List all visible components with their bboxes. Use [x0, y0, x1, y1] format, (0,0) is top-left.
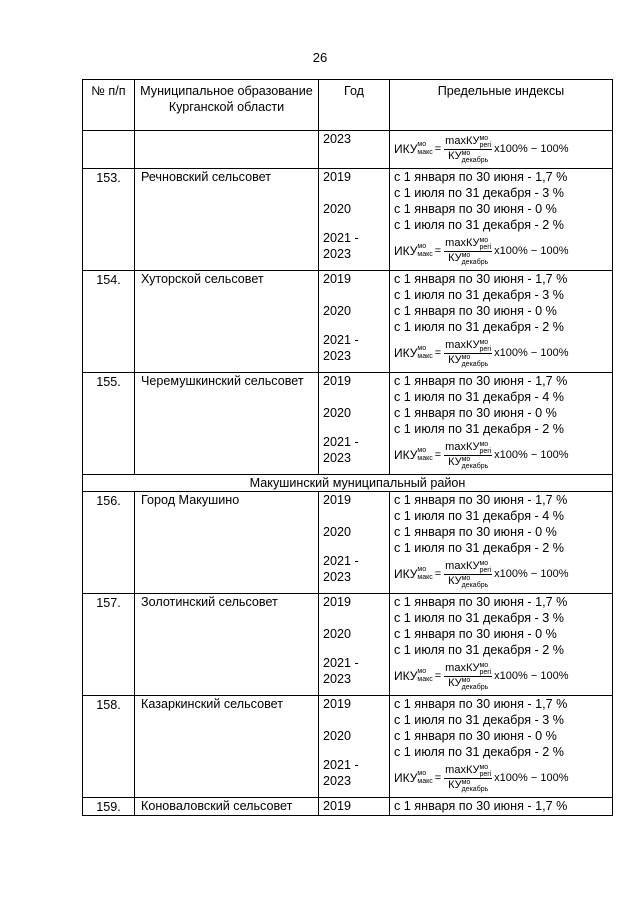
formula-lhs-sub: макс — [417, 676, 433, 683]
formula-num-sup: мо — [479, 763, 489, 771]
index-2020-h2: с 1 июля по 31 декабря - 2 % — [394, 745, 564, 759]
header-num: № п/п — [83, 80, 135, 131]
formula-tail: х100% − 100% — [494, 449, 569, 461]
row-years — [319, 271, 390, 373]
formula-equals: = — [434, 245, 442, 257]
table-row — [83, 373, 613, 475]
index-2019-h2: с 1 июля по 31 декабря - 3 % — [394, 288, 564, 302]
row-years — [319, 373, 390, 475]
year-2023: 2023 — [323, 132, 352, 146]
formula-lhs-sup: мо — [417, 345, 427, 352]
formula-lhs-sub: макс — [417, 455, 433, 462]
year-2020: 2020 — [323, 406, 352, 420]
formula-den: КУ — [448, 676, 462, 689]
row-indices — [390, 169, 613, 271]
year-gap — [323, 744, 385, 757]
formula-fraction — [444, 560, 492, 589]
formula-lhs-sup: мо — [417, 447, 427, 454]
row-years — [319, 492, 390, 594]
year-2019: 2019 — [323, 697, 352, 711]
formula-den-sub: декабрь — [461, 258, 489, 266]
year-2023: 2023 — [323, 247, 352, 261]
year-gap — [323, 287, 385, 303]
formula-lhs: ИКУ — [394, 669, 418, 683]
year-2023: 2023 — [323, 672, 352, 686]
year-2023: 2023 — [323, 451, 352, 465]
year-gap — [323, 712, 385, 728]
formula-den-sub: декабрь — [461, 581, 489, 589]
formula-num-sub: peri — [479, 447, 492, 455]
year-2020: 2020 — [323, 627, 352, 641]
year-2020: 2020 — [323, 202, 352, 216]
year-gap — [323, 185, 385, 201]
index-2019-h2: с 1 июля по 31 декабря - 3 % — [394, 186, 564, 200]
formula-fraction — [444, 764, 492, 793]
row-num: 157. — [83, 594, 135, 696]
index-2019-h2: с 1 июля по 31 декабря - 3 % — [394, 611, 564, 625]
year-gap — [323, 508, 385, 524]
row-indices — [390, 373, 613, 475]
year-gap — [323, 610, 385, 626]
row-municipality: Черемушкинский сельсовет — [135, 373, 319, 475]
row-years — [319, 169, 390, 271]
index-formula — [394, 233, 608, 269]
table-row — [83, 492, 613, 594]
formula-num-sub: peri — [479, 566, 492, 574]
formula-num: maxКУ — [445, 134, 480, 147]
row-num: 153. — [83, 169, 135, 271]
year-2021: 2021 - — [323, 656, 359, 670]
formula-num-sub: peri — [479, 345, 492, 353]
formula-tail: х100% − 100% — [494, 143, 569, 155]
index-2020-h2: с 1 июля по 31 декабря - 2 % — [394, 320, 564, 334]
continuation-index — [390, 131, 613, 169]
formula-den: КУ — [448, 353, 462, 366]
year-2023: 2023 — [323, 349, 352, 363]
index-2019-h2: с 1 июля по 31 декабря - 4 % — [394, 390, 564, 404]
year-2020: 2020 — [323, 729, 352, 743]
formula-lhs-sub: макс — [417, 251, 433, 258]
formula-num: maxКУ — [445, 338, 480, 351]
formula-den-sub: декабрь — [461, 785, 489, 793]
year-2023: 2023 — [323, 570, 352, 584]
formula-num-sup: мо — [479, 236, 489, 244]
formula-tail: х100% − 100% — [494, 245, 569, 257]
year-2019: 2019 — [323, 799, 352, 813]
year-gap — [323, 389, 385, 405]
index-2020-h2: с 1 июля по 31 декабря - 2 % — [394, 422, 564, 436]
index-2019-h1: с 1 января по 30 июня - 1,7 % — [394, 697, 568, 711]
formula-fraction — [444, 441, 492, 470]
formula-lhs-sub: макс — [417, 353, 433, 360]
formula-lhs-sup: мо — [417, 770, 427, 777]
index-2019-h1: с 1 января по 30 июня - 1,7 % — [394, 272, 568, 286]
index-2020-h1: с 1 января по 30 июня - 0 % — [394, 202, 557, 216]
row-municipality: Хуторской сельсовет — [135, 271, 319, 373]
row-indices — [390, 492, 613, 594]
row-municipality: Город Макушино — [135, 492, 319, 594]
table-row — [83, 798, 613, 816]
formula-num-sub: peri — [479, 141, 492, 149]
formula-num-sup: мо — [479, 559, 489, 567]
index-2019-h1: с 1 января по 30 июня - 1,7 % — [394, 595, 568, 609]
formula-lhs: ИКУ — [394, 567, 418, 581]
row-num: 156. — [83, 492, 135, 594]
formula-den-sup: мо — [461, 676, 471, 684]
formula-fraction — [444, 135, 492, 164]
formula-tail: х100% − 100% — [494, 347, 569, 359]
year-2021: 2021 - — [323, 554, 359, 568]
index-2019-h1: с 1 января по 30 июня - 1,7 % — [394, 493, 568, 507]
row-indices — [390, 271, 613, 373]
formula-num: maxКУ — [445, 559, 480, 572]
page-number: 26 — [312, 50, 328, 65]
row-municipality: Речновский сельсовет — [135, 169, 319, 271]
formula-fraction — [444, 662, 492, 691]
index-2019-h2: с 1 июля по 31 декабря - 4 % — [394, 509, 564, 523]
year-2021: 2021 - — [323, 333, 359, 347]
year-gap — [323, 642, 385, 655]
formula-den-sub: декабрь — [461, 360, 489, 368]
row-years — [319, 798, 390, 816]
formula-tail: х100% − 100% — [494, 670, 569, 682]
year-2020: 2020 — [323, 525, 352, 539]
row-num: 158. — [83, 696, 135, 798]
header-indices: Предельные индексы — [390, 80, 613, 131]
index-2019-h1: с 1 января по 30 июня - 1,7 % — [394, 170, 568, 184]
formula-lhs: ИКУ — [394, 346, 418, 360]
formula-lhs-sup: мо — [417, 141, 427, 148]
formula-lhs-sup: мо — [417, 566, 427, 573]
table-header-row — [83, 80, 613, 131]
year-2019: 2019 — [323, 493, 352, 507]
header-municipality: Муниципальное образование Курганской области — [135, 80, 319, 131]
row-years — [319, 696, 390, 798]
formula-lhs: ИКУ — [394, 142, 418, 156]
formula-num-sup: мо — [479, 134, 489, 142]
formula-lhs: ИКУ — [394, 771, 418, 785]
formula-equals: = — [434, 568, 442, 580]
row-num: 155. — [83, 373, 135, 475]
formula-tail: х100% − 100% — [494, 568, 569, 580]
index-2019-h1: с 1 января по 30 июня - 1,7 % — [394, 799, 568, 813]
formula-lhs-sub: макс — [417, 574, 433, 581]
year-2021: 2021 - — [323, 231, 359, 245]
formula-den-sub: декабрь — [461, 683, 489, 691]
row-indices — [390, 594, 613, 696]
formula-num-sub: peri — [479, 668, 492, 676]
formula-equals: = — [434, 143, 442, 155]
index-2019-h2: с 1 июля по 31 декабря - 3 % — [394, 713, 564, 727]
continuation-num — [83, 131, 135, 169]
year-2023: 2023 — [323, 774, 352, 788]
formula-num-sup: мо — [479, 661, 489, 669]
formula-num: maxКУ — [445, 661, 480, 674]
index-2020-h2: с 1 июля по 31 декабря - 2 % — [394, 541, 564, 555]
index-formula — [394, 760, 608, 796]
continuation-name — [135, 131, 319, 169]
formula-lhs: ИКУ — [394, 448, 418, 462]
row-num: 154. — [83, 271, 135, 373]
formula-den-sup: мо — [461, 353, 471, 361]
formula-tail: х100% − 100% — [494, 772, 569, 784]
formula-den: КУ — [448, 778, 462, 791]
row-indices — [390, 798, 613, 816]
index-formula — [394, 131, 608, 167]
section-label: Макушинский муниципальный район — [249, 476, 466, 490]
year-gap — [323, 319, 385, 332]
index-2020-h1: с 1 января по 30 июня - 0 % — [394, 627, 557, 641]
formula-num: maxКУ — [445, 440, 480, 453]
index-2020-h1: с 1 января по 30 июня - 0 % — [394, 304, 557, 318]
year-2019: 2019 — [323, 374, 352, 388]
index-2020-h2: с 1 июля по 31 декабря - 2 % — [394, 643, 564, 657]
row-municipality: Коноваловский сельсовет — [135, 798, 319, 816]
formula-equals: = — [434, 670, 442, 682]
continuation-year — [319, 131, 390, 169]
year-2019: 2019 — [323, 170, 352, 184]
formula-lhs-sub: макс — [417, 778, 433, 785]
formula-den-sup: мо — [461, 251, 471, 259]
row-num: 159. — [83, 798, 135, 816]
index-2020-h1: с 1 января по 30 июня - 0 % — [394, 406, 557, 420]
row-years — [319, 594, 390, 696]
year-2020: 2020 — [323, 304, 352, 318]
formula-num: maxКУ — [445, 236, 480, 249]
index-formula — [394, 556, 608, 592]
row-municipality: Золотинский сельсовет — [135, 594, 319, 696]
year-2021: 2021 - — [323, 435, 359, 449]
formula-fraction — [444, 237, 492, 266]
formula-den: КУ — [448, 574, 462, 587]
table-row — [83, 169, 613, 271]
year-2019: 2019 — [323, 595, 352, 609]
index-2020-h1: с 1 января по 30 июня - 0 % — [394, 729, 557, 743]
formula-num-sub: peri — [479, 243, 492, 251]
formula-den-sup: мо — [461, 778, 471, 786]
index-2019-h1: с 1 января по 30 июня - 1,7 % — [394, 374, 568, 388]
table-row — [83, 696, 613, 798]
tariff-index-table — [82, 79, 613, 816]
formula-equals: = — [434, 347, 442, 359]
index-2020-h2: с 1 июля по 31 декабря - 2 % — [394, 218, 564, 232]
formula-lhs-sup: мо — [417, 243, 427, 250]
formula-den-sup: мо — [461, 574, 471, 582]
section-row — [83, 475, 613, 492]
section-heading — [83, 475, 613, 492]
index-formula — [394, 658, 608, 694]
header-year: Год — [319, 80, 390, 131]
year-gap — [323, 540, 385, 553]
index-formula — [394, 437, 608, 473]
table-row — [83, 594, 613, 696]
formula-fraction — [444, 339, 492, 368]
row-municipality: Казаркинский сельсовет — [135, 696, 319, 798]
index-formula — [394, 335, 608, 371]
table-row — [83, 271, 613, 373]
year-2019: 2019 — [323, 272, 352, 286]
year-gap — [323, 217, 385, 230]
formula-num: maxКУ — [445, 763, 480, 776]
formula-equals: = — [434, 449, 442, 461]
formula-lhs-sup: мо — [417, 668, 427, 675]
formula-den-sup: мо — [461, 455, 471, 463]
formula-lhs: ИКУ — [394, 244, 418, 258]
row-indices — [390, 696, 613, 798]
formula-lhs-sub: макс — [417, 149, 433, 156]
index-2020-h1: с 1 января по 30 июня - 0 % — [394, 525, 557, 539]
formula-num-sup: мо — [479, 440, 489, 448]
formula-den-sup: мо — [461, 149, 471, 157]
formula-den: КУ — [448, 251, 462, 264]
formula-num-sup: мо — [479, 338, 489, 346]
year-gap — [323, 421, 385, 434]
year-2021: 2021 - — [323, 758, 359, 772]
formula-den-sub: декабрь — [461, 156, 489, 164]
formula-num-sub: peri — [479, 770, 492, 778]
formula-equals: = — [434, 772, 442, 784]
formula-den: КУ — [448, 149, 462, 162]
formula-den-sub: декабрь — [461, 462, 489, 470]
continuation-row — [83, 131, 613, 169]
formula-den: КУ — [448, 455, 462, 468]
